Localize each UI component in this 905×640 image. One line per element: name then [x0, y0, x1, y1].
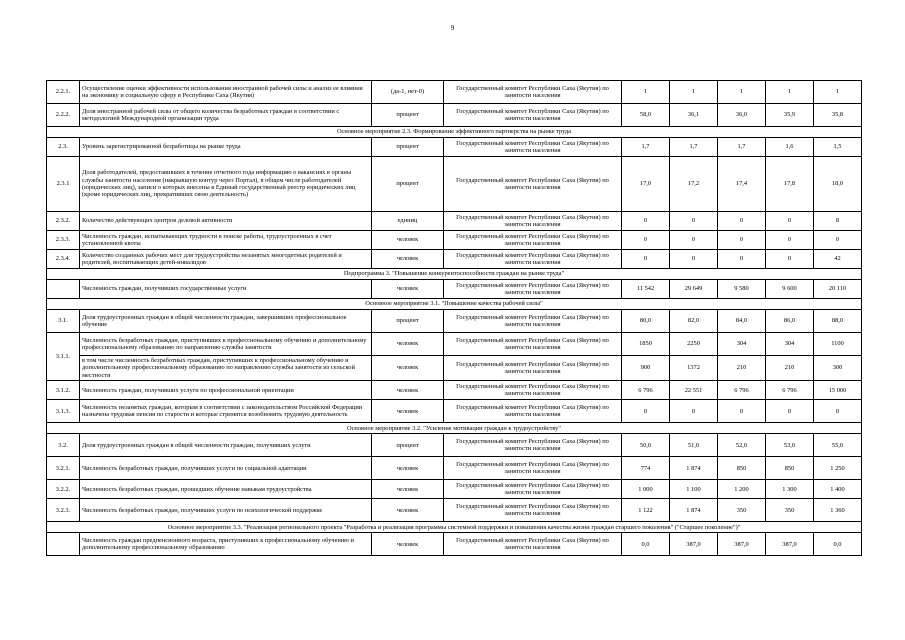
page-number: 9: [450, 24, 455, 32]
row-number: 2.3.4.: [47, 250, 80, 269]
row-number: 2.3.3.: [47, 231, 80, 250]
value-cell: 1372: [670, 356, 718, 381]
value-cell: 1,5: [814, 138, 862, 157]
unit-cell: человек: [372, 400, 444, 423]
value-cell: 2250: [670, 333, 718, 356]
unit-cell: процент: [372, 138, 444, 157]
value-cell: 0: [718, 400, 766, 423]
row-number: 3.1.2.: [47, 381, 80, 400]
value-cell: 1 100: [670, 480, 718, 499]
responsible-cell: Государственный комитет Республики Саха (Якутия) по занятости населения: [444, 480, 622, 499]
value-cell: 52,0: [718, 434, 766, 457]
unit-cell: человек: [372, 231, 444, 250]
table-row: [47, 333, 862, 356]
indicator-name: в том числе численность безработных граждан, приступивших к профессиональному обучению и дополнительному профессиональному образованию по направлению службы занятости из сельской местности: [80, 356, 372, 381]
responsible-cell: Государственный комитет Республики Саха (Якутия) по занятости населения: [444, 533, 622, 556]
value-cell: 0: [670, 400, 718, 423]
value-cell: 387,0: [670, 533, 718, 556]
value-cell: 86,0: [766, 310, 814, 333]
indicators-table: [46, 80, 862, 556]
table-row: [47, 356, 862, 381]
value-cell: 17,0: [622, 157, 670, 212]
table-row: [47, 434, 862, 457]
value-cell: 1 360: [814, 499, 862, 522]
value-cell: 1 200: [718, 480, 766, 499]
value-cell: 42: [814, 250, 862, 269]
section-title: Основное мероприятие 3.2. "Усиление мотивации граждан к трудоустройству": [47, 423, 862, 434]
indicator-name: Численность безработных граждан, приступивших к профессиональному обучению и дополнительному профессиональному образованию по направлению службы занятости: [80, 333, 372, 356]
row-number: 3.2.2.: [47, 480, 80, 499]
value-cell: 1,6: [766, 138, 814, 157]
responsible-cell: Государственный комитет Республики Саха (Якутия) по занятости населения: [444, 104, 622, 127]
table-row: [47, 231, 862, 250]
table-row: [47, 280, 862, 299]
section-title: Подпрограмма 3. "Повышение конкурентоспособности граждан на рынке труда": [47, 269, 862, 280]
value-cell: 304: [718, 333, 766, 356]
indicator-name: Численность граждан предпенсионного возраста, приступивших к профессиональному обучению и дополнительному профессиональному образованию: [80, 533, 372, 556]
indicator-name: Численность граждан, получивших услуги по профессиональной ориентации: [80, 381, 372, 400]
value-cell: 88,0: [814, 310, 862, 333]
value-cell: 0: [814, 231, 862, 250]
value-cell: 0,0: [814, 533, 862, 556]
section-row: [47, 269, 862, 280]
row-number: [47, 280, 80, 299]
unit-cell: единиц: [372, 212, 444, 231]
value-cell: 1: [622, 81, 670, 104]
value-cell: 210: [766, 356, 814, 381]
value-cell: 0: [766, 231, 814, 250]
indicator-name: Численность граждан, получивших государственные услуги: [80, 280, 372, 299]
value-cell: 0: [814, 400, 862, 423]
table-row: [47, 138, 862, 157]
value-cell: 1: [814, 81, 862, 104]
value-cell: 1100: [814, 333, 862, 356]
indicator-name: Численность граждан, испытывающих трудности в поиске работы, трудоустроенных в счет установленной квоты: [80, 231, 372, 250]
value-cell: 350: [718, 499, 766, 522]
section-title: Основное мероприятие 3.1. "Повышение качества рабочей силы": [47, 299, 862, 310]
row-number: 3.2.3.: [47, 499, 80, 522]
value-cell: 18,0: [814, 157, 862, 212]
value-cell: 15 000: [814, 381, 862, 400]
table-row: [47, 381, 862, 400]
unit-cell: человек: [372, 280, 444, 299]
unit-cell: процент: [372, 157, 444, 212]
row-number: 3.2.1.: [47, 457, 80, 480]
unit-cell: (да-1, нет-0): [372, 81, 444, 104]
table-row: [47, 310, 862, 333]
unit-cell: процент: [372, 310, 444, 333]
responsible-cell: Государственный комитет Республики Саха (Якутия) по занятости населения: [444, 434, 622, 457]
value-cell: 387,0: [718, 533, 766, 556]
indicator-name: Количество созданных рабочих мест для трудоустройства незанятых многодетных родителей и родителей, воспитывающих детей-инвалидов: [80, 250, 372, 269]
value-cell: 35,9: [766, 104, 814, 127]
responsible-cell: Государственный комитет Республики Саха (Якутия) по занятости населения: [444, 157, 622, 212]
table-row: [47, 157, 862, 212]
value-cell: 6 796: [622, 381, 670, 400]
unit-cell: человек: [372, 250, 444, 269]
value-cell: 55,0: [814, 434, 862, 457]
indicator-name: Доля трудоустроенных граждан в общей численности граждан, получивших услуги: [80, 434, 372, 457]
value-cell: 36,0: [718, 104, 766, 127]
value-cell: 774: [622, 457, 670, 480]
responsible-cell: Государственный комитет Республики Саха (Якутия) по занятости населения: [444, 400, 622, 423]
value-cell: 1: [718, 81, 766, 104]
unit-cell: человек: [372, 381, 444, 400]
row-number: 3.2.: [47, 434, 80, 457]
indicator-name: Доля работодателей, предоставивших в течение отчетного года информацию о вакансиях в органы службы занятости населения (накрывшую контур через Портал), в общем числе работодателей (юридических лиц), записи о которых внесены в Единый государственный реестр юридических лиц (кроме юридических лиц, прекративших свою деятельность): [80, 157, 372, 212]
value-cell: 1 122: [622, 499, 670, 522]
value-cell: 210: [718, 356, 766, 381]
value-cell: 9 600: [766, 280, 814, 299]
row-number: 3.1.1.: [47, 333, 80, 381]
value-cell: 1 874: [670, 499, 718, 522]
indicator-name: Численность незанятых граждан, которым в соответствии с законодательством Российской Федерации назначена трудовая пенсия по старости и которые стремятся возобновить трудовую деятельность: [80, 400, 372, 423]
value-cell: 80,0: [622, 310, 670, 333]
row-number: [47, 533, 80, 556]
value-cell: 1 300: [766, 480, 814, 499]
indicator-name: Доля иностранной рабочей силы от общего количества безработных граждан в соответствии с методологией Международной организации труда: [80, 104, 372, 127]
indicator-name: Количество действующих центров деловой активности: [80, 212, 372, 231]
responsible-cell: Государственный комитет Республики Саха (Якутия) по занятости населения: [444, 310, 622, 333]
value-cell: 1 400: [814, 480, 862, 499]
row-number: 3.1.3.: [47, 400, 80, 423]
value-cell: 8: [814, 212, 862, 231]
value-cell: 35,8: [814, 104, 862, 127]
indicator-name: Уровень зарегистрированной безработицы на рынке труда: [80, 138, 372, 157]
section-row: [47, 299, 862, 310]
value-cell: 0: [622, 400, 670, 423]
value-cell: 0: [622, 212, 670, 231]
row-number: 2.3.2.: [47, 212, 80, 231]
value-cell: 29 649: [670, 280, 718, 299]
value-cell: 1,7: [622, 138, 670, 157]
value-cell: 850: [718, 457, 766, 480]
value-cell: 17,4: [718, 157, 766, 212]
table-row: [47, 457, 862, 480]
value-cell: 0: [766, 400, 814, 423]
value-cell: 0: [670, 231, 718, 250]
value-cell: 0,0: [622, 533, 670, 556]
indicator-name: Численность безработных граждан, прошедших обучение навыкам трудоустройства: [80, 480, 372, 499]
row-number: 3.1.: [47, 310, 80, 333]
value-cell: 0: [622, 250, 670, 269]
table-row: [47, 533, 862, 556]
responsible-cell: Государственный комитет Республики Саха (Якутия) по занятости населения: [444, 138, 622, 157]
value-cell: 36,1: [670, 104, 718, 127]
value-cell: 0: [766, 212, 814, 231]
responsible-cell: Государственный комитет Республики Саха (Якутия) по занятости населения: [444, 457, 622, 480]
responsible-cell: Государственный комитет Республики Саха (Якутия) по занятости населения: [444, 499, 622, 522]
value-cell: 900: [622, 356, 670, 381]
value-cell: 6 796: [718, 381, 766, 400]
value-cell: 82,0: [670, 310, 718, 333]
indicator-name: Осуществление оценки эффективности использования иностранной рабочей силы и анализ ее влияния на экономику и социальную сферу в Республике Саха (Якутия): [80, 81, 372, 104]
value-cell: 17,8: [766, 157, 814, 212]
table-row: [47, 212, 862, 231]
table-row: [47, 499, 862, 522]
value-cell: 387,0: [766, 533, 814, 556]
table-row: [47, 81, 862, 104]
responsible-cell: Государственный комитет Республики Саха (Якутия) по занятости населения: [444, 212, 622, 231]
value-cell: 1 250: [814, 457, 862, 480]
value-cell: 50,0: [622, 434, 670, 457]
section-title: Основное мероприятие 3.3. "Реализация регионального проекта "Разработка и реализация программы системной поддержки и повышения качества жизни граждан старшего поколения" ("Старшее поколение")": [47, 522, 862, 533]
responsible-cell: Государственный комитет Республики Саха (Якутия) по занятости населения: [444, 333, 622, 356]
responsible-cell: Государственный комитет Республики Саха (Якутия) по занятости населения: [444, 81, 622, 104]
unit-cell: человек: [372, 499, 444, 522]
row-number: 2.3.1: [47, 157, 80, 212]
table-row: [47, 480, 862, 499]
value-cell: 51,0: [670, 434, 718, 457]
value-cell: 0: [718, 212, 766, 231]
unit-cell: человек: [372, 480, 444, 499]
row-number: 2.3.: [47, 138, 80, 157]
indicator-name: Доля трудоустроенных граждан в общей численности граждан, завершивших профессиональное обучение: [80, 310, 372, 333]
section-title: Основное мероприятие 2.3. Формирование эффективного партнерства на рынке труда: [47, 127, 862, 138]
value-cell: 0: [766, 250, 814, 269]
unit-cell: человек: [372, 333, 444, 356]
value-cell: 1 874: [670, 457, 718, 480]
value-cell: 53,0: [766, 434, 814, 457]
value-cell: 300: [814, 356, 862, 381]
unit-cell: процент: [372, 434, 444, 457]
responsible-cell: Государственный комитет Республики Саха (Якутия) по занятости населения: [444, 231, 622, 250]
value-cell: 1 000: [622, 480, 670, 499]
value-cell: 0: [670, 250, 718, 269]
responsible-cell: Государственный комитет Республики Саха (Якутия) по занятости населения: [444, 280, 622, 299]
section-row: [47, 522, 862, 533]
value-cell: 850: [766, 457, 814, 480]
value-cell: 1,7: [718, 138, 766, 157]
unit-cell: процент: [372, 104, 444, 127]
value-cell: 1850: [622, 333, 670, 356]
value-cell: 9 580: [718, 280, 766, 299]
value-cell: 6 796: [766, 381, 814, 400]
row-number: 2.2.2.: [47, 104, 80, 127]
value-cell: 17,2: [670, 157, 718, 212]
responsible-cell: Государственный комитет Республики Саха (Якутия) по занятости населения: [444, 381, 622, 400]
value-cell: 0: [670, 212, 718, 231]
indicator-name: Численность безработных граждан, получивших услуги по социальной адаптации: [80, 457, 372, 480]
responsible-cell: Государственный комитет Республики Саха (Якутия) по занятости населения: [444, 356, 622, 381]
value-cell: 1,7: [670, 138, 718, 157]
section-row: [47, 423, 862, 434]
table-row: [47, 250, 862, 269]
indicator-name: Численность безработных граждан, получивших услуги по психологической поддержке: [80, 499, 372, 522]
value-cell: 350: [766, 499, 814, 522]
value-cell: 304: [766, 333, 814, 356]
unit-cell: человек: [372, 533, 444, 556]
responsible-cell: Государственный комитет Республики Саха (Якутия) по занятости населения: [444, 250, 622, 269]
unit-cell: человек: [372, 457, 444, 480]
value-cell: 58,0: [622, 104, 670, 127]
table-row: [47, 400, 862, 423]
unit-cell: человек: [372, 356, 444, 381]
table-row: [47, 104, 862, 127]
value-cell: 0: [718, 250, 766, 269]
value-cell: 1: [766, 81, 814, 104]
value-cell: 84,0: [718, 310, 766, 333]
value-cell: 1: [670, 81, 718, 104]
value-cell: 0: [622, 231, 670, 250]
value-cell: 20 110: [814, 280, 862, 299]
value-cell: 22 551: [670, 381, 718, 400]
value-cell: 11 542: [622, 280, 670, 299]
value-cell: 0: [718, 231, 766, 250]
row-number: 2.2.1.: [47, 81, 80, 104]
section-row: [47, 127, 862, 138]
